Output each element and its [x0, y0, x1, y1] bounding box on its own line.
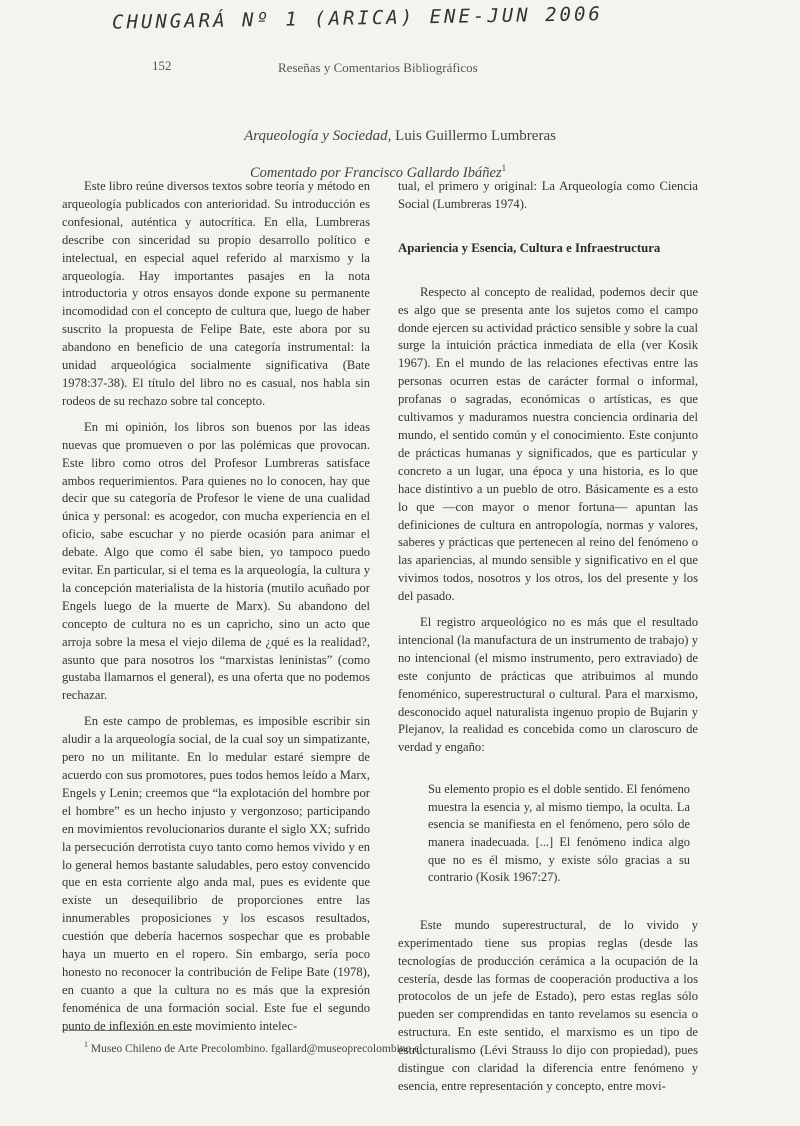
paragraph: El registro arqueológico no es más que el resultado intencional (la manufactura de un instrumento de trabajo) y no intencional (el mismo instrumento, pero extraviado) de este conjunto de prácticas que atribuimos al mundo fenoménico, superestructural o cultural. Para el marxismo, desconocido aquel naturalista ingenuo propio de Bujarin y Plejanov, la realidad es concebida como un claroscuro de verdad y engaño: — [398, 615, 698, 755]
footnote-number: 1 — [84, 1040, 88, 1049]
footnote-divider — [62, 1030, 192, 1031]
running-head: Reseñas y Comentarios Bibliográficos — [278, 60, 478, 75]
book-author: Luis Guillermo Lumbreras — [395, 128, 556, 144]
footnote-text: Museo Chileno de Arte Precolombino. fgallard@museoprecolombino.cl — [90, 1042, 423, 1055]
paragraph: En mi opinión, los libros son buenos por las ideas nuevas que promueven o por las polémicas que provocan. Este libro como otros del Profesor Lumbreras satisface ambos requerimientos. Para quienes no lo conocen, hay que decir que su categoría de Profesor le viene de una cualidad única y personal: es acogedor, con mucha experiencia en el oficio, sabe escuchar y no pierde ocasión para animar el debate. Algo que como él sabe bien, yo tampoco puedo evitar. En particular, si el tema es la arqueología, la cultura y la concepción materialista de la historia (mutilo acuñado por Engels luego de la muerte de Marx). Su abandono del concepto de cultura no es un capricho, sino un acto que arroja sobre la mesa el viejo dilema de ¿qué es la realidad?, asunto que para nosotros los “marxistas leninistas” (como gustaba llamarnos el general), es una oferta que no podemos rechazar. — [62, 419, 370, 703]
block-quote: Su elemento propio es el doble sentido. El fenómeno muestra la esencia y, al mismo tiempo, la oculta. La esencia se manifiesta en el fenómeno, pero sólo de manera inadecuada. [...] El fenómeno indica algo que no es él mismo, y existe sólo gracias a su contrario (Kosik 1967:27). — [428, 782, 690, 885]
footnote-marker: 1 — [501, 163, 507, 173]
paragraph: Respecto al concepto de realidad, podemos decir que es algo que se presenta ante los sujetos como el campo donde ejercen su actividad práctico sensible y sobre la cual surge la intuición práctica inmediata de ella (ver Kosik 1967). En el mundo de las relaciones efectivas entre las personas ocurren estas de carácter formal o informal, profanas o sagradas, económicas o artísticas, es que cultivamos y maduramos nuestra conciencia ordinaria del mundo, el sentido común y el conocimiento. Este conjunto de prácticas humanas y significados, que es particular y concreto a un lugar, una época y una historia, es lo que hace distintivo a un pueblo de otro. Básicamente es a esto lo que —con mayor o menor fortuna— apuntan las definiciones de cultura en antropología, normas y valores, saberes y prácticas que pertenecen al reino del fenómeno o las apariencias, al mundo sensible y significativo en el que vivimos todos, nosotros y los otros, los del presente y los del pasado. — [398, 284, 698, 604]
article-title — [0, 128, 800, 145]
paragraph: Este libro reúne diversos textos sobre teoría y método en arqueología publicados con anterioridad. Su introducción es confesional, auténtica y autocrítica. En ella, Lumbreras describe con sinceridad su propio desarrollo político e intelectual, en especial aquel referido al marxismo y la arqueología. Hay importantes pasajes en la nota introductoria y otros ensayos donde expone su permanente incomodidad con el concepto de cultura que, luego de haber suscrito la propuesta de Felipe Bate, este abora por su abandono en beneficio de una categoría instrumental: la unidad arqueológica socialmente significativa (Bate 1978:37-38). El título del libro no es casual, nos habla sin rodeos de su rechazo sobre tal concepto. — [62, 179, 370, 408]
reviewer-name: Comentado por Francisco Gallardo Ibáñez — [250, 164, 502, 181]
left-column — [62, 178, 370, 1036]
paragraph: Este mundo superestructural, de lo vivido y experimentado tiene sus propias reglas (desde las tecnologías de producción cerámica a la ocupación de la cestería, desde las formas de cooperación productiva a los protocolos de un jefe de Estado), pero estas reglas sólo pueden ser comprendidas en tanto revelamos su esencia o estructura. En este sentido, el marxismo es un tipo de estructuralismo (Lévi Strauss lo dijo con propiedad), pues distingue con claridad la diferencia entre fenómeno y esencia, entre representación y concepto, entre movi- — [398, 917, 698, 1093]
right-column — [398, 178, 698, 1096]
paragraph-continued: tual, el primero y original: La Arqueología como Ciencia Social (Lumbreras 1974). — [398, 179, 698, 211]
section-heading: Apariencia y Esencia, Cultura e Infraestructura — [398, 240, 661, 255]
footnote — [84, 1040, 584, 1055]
book-title: Arqueología y Sociedad, — [244, 128, 392, 144]
page-number: 152 — [152, 58, 172, 73]
paragraph: En este campo de problemas, es imposible escribir sin aludir a la arqueología social, de la cual soy un simpatizante, pero no un militante. En lo medular estaré siempre de acuerdo con sus promotores, pues todos hemos leído a Marx, Engels y Lenin; creemos que “la explotación del hombre por el hombre” es un hecho injusto y vergonzoso; participando en movimientos revolucionarios durante el siglo XX; sufrido la persecución derrotista cuyo tanto como hemos vivido y en lo general hemos bastante saludables, pero estoy convencido que en esta corriente algo anda mal, pues es evidente que existe un desequilibrio de proporciones entre las innumerables proposiciones y los escasos resultados, cuestión que debería hacernos sospechar que es probable haya un muerto en el ropero. Sin embargo, sería poco honesto no reconocer la contribución de Felipe Bate (1978), en cuanto a que la cultura no es más que la expresión fenoménica de una formación social. Este fue el segundo punto de inflexión en este movimiento intelec- — [62, 714, 370, 1033]
handwritten-annotation: CHUNGARÁ Nº 1 (ARICA) ENE-JUN 2006 — [111, 3, 604, 34]
